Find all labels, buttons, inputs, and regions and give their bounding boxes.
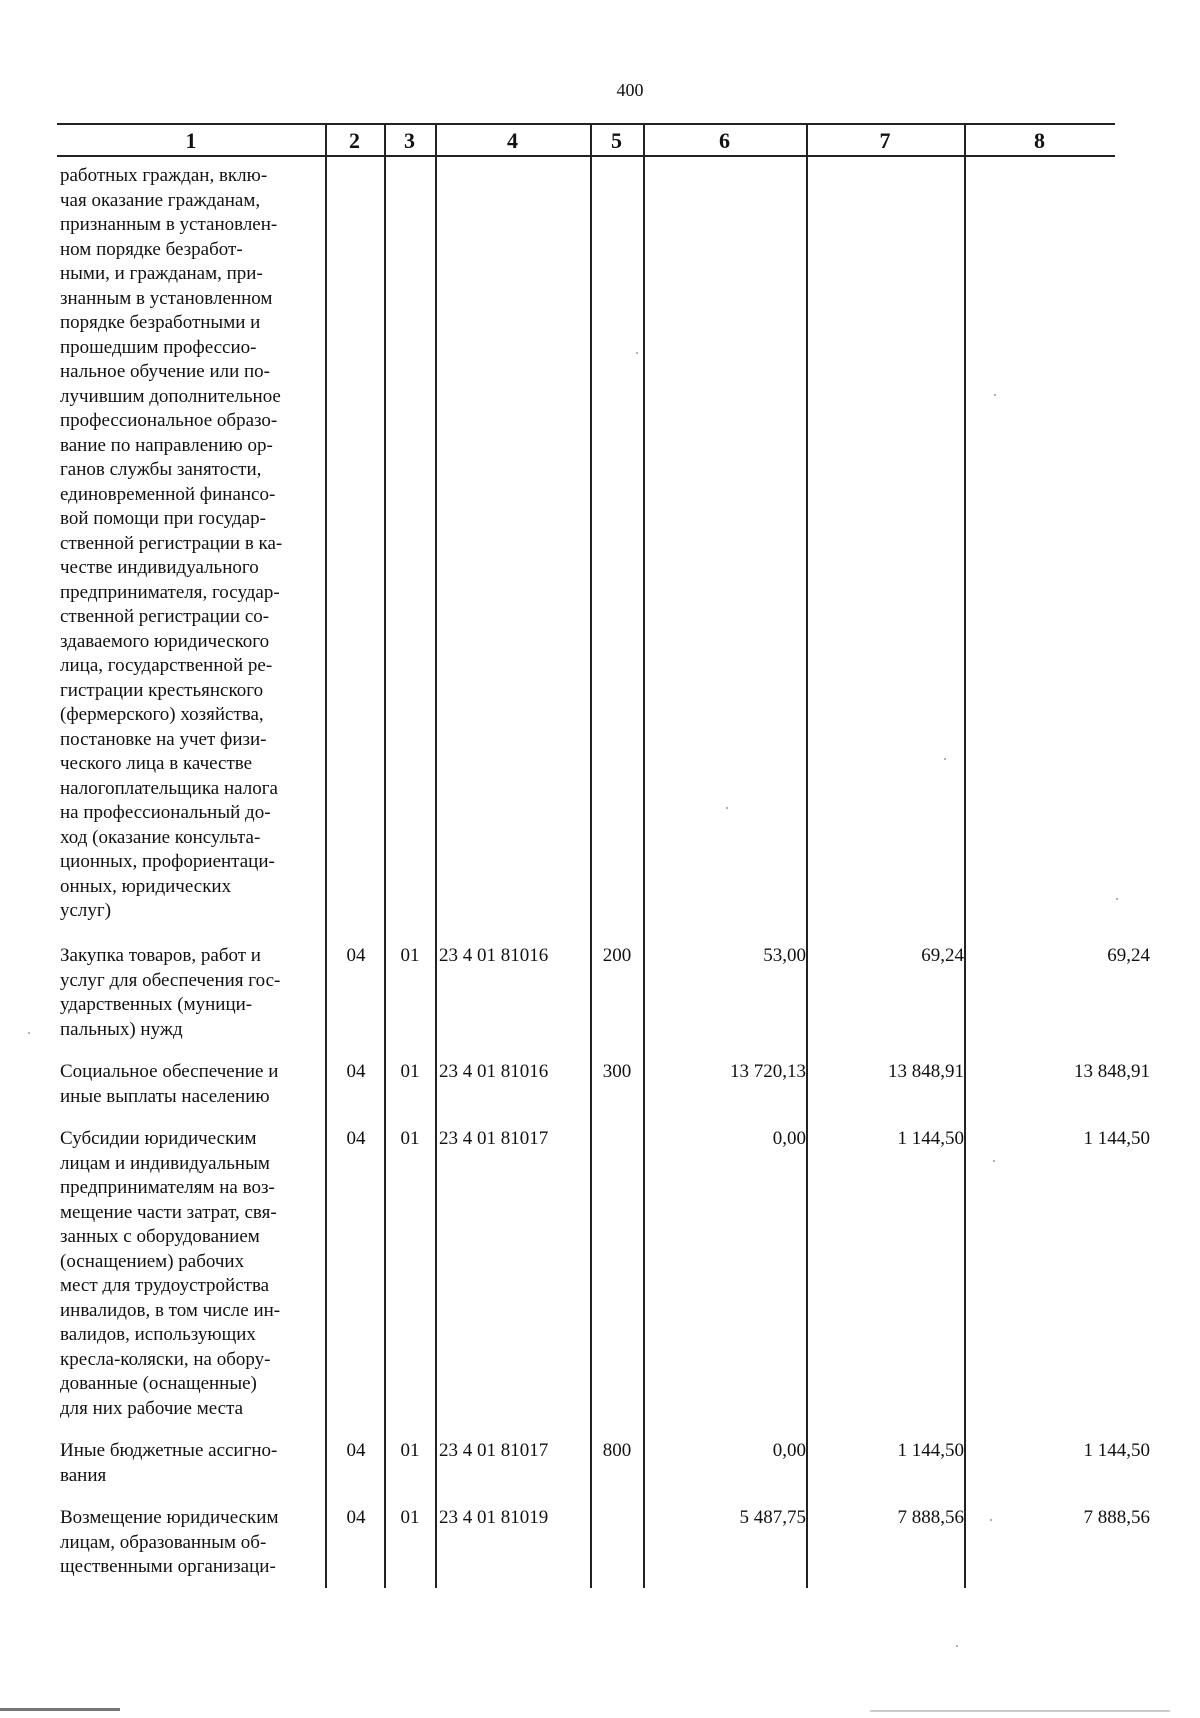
column-header-3: 3 [404,128,415,153]
cell-amount-6: 5 487,75 [739,1507,806,1528]
cell-target-code: 23 4 01 81017 [439,1128,549,1149]
row-description: Социальное обеспечение и иные выплаты населению [60,1061,279,1107]
row-description: Иные бюджетные ассигно- вания [60,1440,278,1486]
scan-edge [0,1708,120,1711]
cell-subsection: 01 [400,1507,420,1528]
cell-amount-7: 13 848,91 [888,1061,964,1082]
cell-amount-8: 13 848,91 [1074,1061,1150,1082]
scan-speck [994,394,996,396]
cell-expense-type: 300 [602,1061,632,1082]
column-header-5: 5 [611,128,622,153]
scan-speck [28,1032,30,1034]
cell-amount-7: 1 144,50 [897,1128,964,1149]
table-header-border [57,155,1115,157]
scan-speck [993,1160,995,1162]
page-number: 400 [616,80,644,100]
scan-speck [990,1519,992,1521]
cell-target-code: 23 4 01 81019 [439,1507,549,1528]
cell-section: 04 [346,1507,366,1528]
scan-speck [944,758,946,760]
cell-target-code: 23 4 01 81016 [439,1061,549,1082]
column-divider [964,123,966,1588]
cell-amount-8: 1 144,50 [1083,1440,1150,1461]
row-description: Субсидии юридическим лицам и индивидуальным предпринимателям на воз- мещение части затрат, свя- занных с оборудованием (оснащением) рабочих мест для трудоустройства инвалидов, в том числе ин- валидов, использующих кресла-коляски, на обору- дованные (оснащенные) для них рабочие места [60,1128,281,1419]
column-header-7: 7 [879,128,891,153]
scan-speck [726,807,728,809]
cell-amount-8: 1 144,50 [1083,1128,1150,1149]
cell-amount-7: 69,24 [921,945,964,966]
column-header-4: 4 [507,128,518,153]
scan-speck [1116,898,1118,900]
cell-section: 04 [346,1440,366,1461]
cell-section: 04 [346,1061,366,1082]
scan-edge [870,1710,1170,1712]
cell-expense-type: 200 [602,945,632,966]
cell-amount-6: 0,00 [772,1128,806,1149]
column-divider [643,123,645,1588]
cell-target-code: 23 4 01 81016 [439,945,549,966]
cell-amount-7: 1 144,50 [897,1440,964,1461]
table-top-border [57,123,1115,125]
cell-section: 04 [346,945,366,966]
scan-speck [956,1645,958,1647]
cell-amount-6: 53,00 [763,945,806,966]
cell-subsection: 01 [400,1440,420,1461]
cell-expense-type: 800 [602,1440,632,1461]
cell-amount-8: 7 888,56 [1083,1507,1150,1528]
column-divider [435,123,437,1588]
column-divider [384,123,386,1588]
column-header-6: 6 [719,128,730,153]
column-divider [806,123,808,1588]
column-header-1: 1 [185,128,197,153]
row-description: работных граждан, вклю- чая оказание гражданам, признанным в установлен- ном порядке безработ- ными, и гражданам, при- знанным в установленном порядке безработными и прошедшим профессио- нальное обучение или по- лучившим дополнительное профессиональное образо- вание по направлению ор- ганов службы занятости, единовременной финансо- вой помощи при государ- ственной регистрации в ка- честве индивидуального предпринимателя, государ- ственной регистрации со- здаваемого юридического лица, государственной ре- гистрации крестьянского (фермерского) хозяйства, постановке на учет физи- ческого лица в качестве налогоплательщика налога на профессиональный до- ход (оказание консульта- ционных, профориентаци- онных, юридических услуг) [60,165,283,921]
cell-amount-8: 69,24 [1107,945,1150,966]
column-header-2: 2 [349,128,360,153]
cell-subsection: 01 [400,1061,420,1082]
cell-subsection: 01 [400,945,420,966]
cell-subsection: 01 [400,1128,420,1149]
cell-target-code: 23 4 01 81017 [439,1440,549,1461]
scan-speck [636,352,638,354]
row-description: Возмещение юридическим лицам, образованным об- щественными организаци- [60,1507,279,1577]
column-divider [325,123,327,1588]
cell-section: 04 [346,1128,366,1149]
row-description: Закупка товаров, работ и услуг для обеспечения гос- ударственных (муници- пальных) нужд [60,945,281,1040]
cell-amount-6: 0,00 [772,1440,806,1461]
cell-amount-7: 7 888,56 [897,1507,964,1528]
column-divider [590,123,592,1588]
column-header-8: 8 [1034,128,1045,153]
cell-amount-6: 13 720,13 [730,1061,806,1082]
